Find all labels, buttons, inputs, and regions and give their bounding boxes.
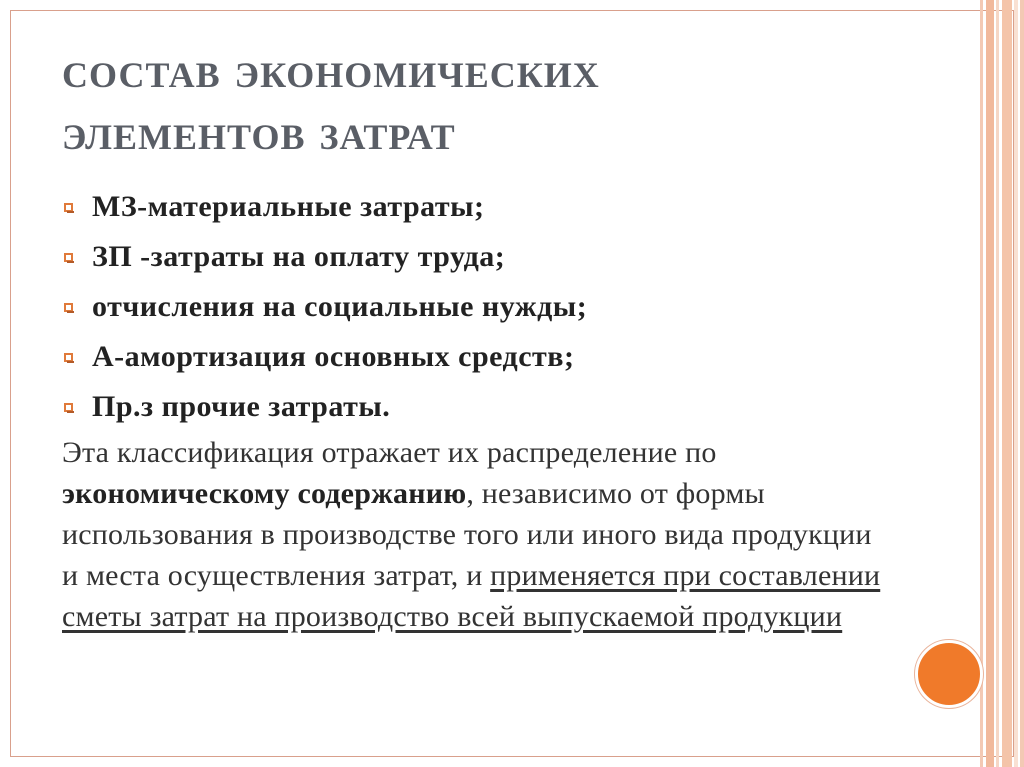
bullet-list [62,182,942,432]
checkbox-bullet-icon [64,403,73,412]
description-paragraph [62,432,892,637]
list-item-text: А-амортизация основных средств; [92,340,575,373]
paragraph-bold-text: экономическому содержанию [62,477,467,510]
paragraph-underlined-text: применяется при составлении сметы затрат на производство всей выпускаемой продукции [62,559,881,633]
list-item-text: ЗП -затраты на оплату труда; [92,240,506,273]
list-item-text: отчисления на социальные нужды; [92,290,588,323]
title-line-1: состав экономических [62,42,600,99]
slide-title [62,40,942,164]
list-item-text: Пр.з прочие затраты. [92,390,391,423]
paragraph-text-2: , независимо от формы использования в производстве того или иного вида продукции и места осуществления затрат, и [62,477,872,592]
list-item-text: МЗ-материальные затраты; [92,190,485,223]
paragraph-text-1: Эта классификация отражает их распределение по [62,436,717,469]
list-item [62,282,942,332]
list-item [62,332,942,382]
list-item [62,182,942,232]
title-line-2: элементов затрат [62,104,456,161]
list-item [62,382,942,432]
checkbox-bullet-icon [64,203,73,212]
decorative-circle [915,640,983,708]
decorative-stripes [980,0,1024,767]
checkbox-bullet-icon [64,353,73,362]
checkbox-bullet-icon [64,303,73,312]
list-item [62,232,942,282]
checkbox-bullet-icon [64,253,73,262]
